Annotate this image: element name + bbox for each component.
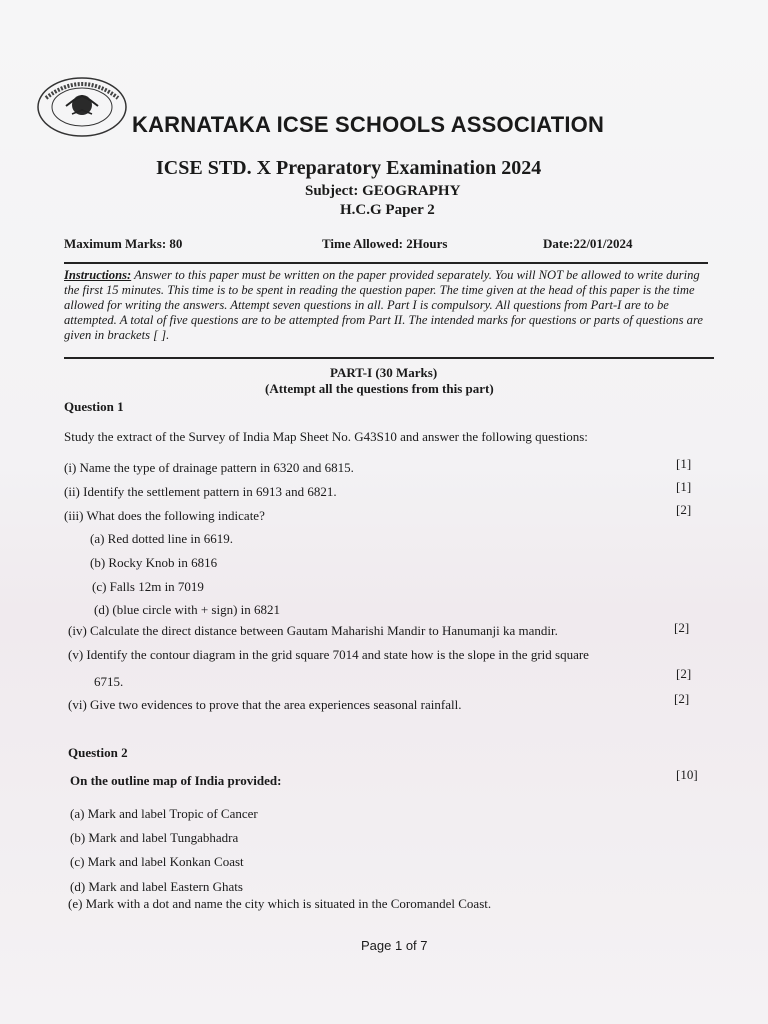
q2-part-d: (d) Mark and label Eastern Ghats [70, 879, 243, 894]
instructions-text: Answer to this paper must be written on the paper provided separately. You will NOT be allowed to write during the first 15 minutes. This time is to be spent in reading the question paper. The time given at the head of this paper is the time allowed for writing the answers. Attempt seven questions in all. Part I is compulsory. All questions from Part-I are to be attempted. A total of five questions are to be attempted from Part II. The intended marks for questions or parts of questions are given in brackets [ ]. [64, 268, 703, 342]
q1-part-ii: (ii) Identify the settlement pattern in 6913 and 6821. [64, 484, 337, 499]
q1-part-iv-marks: [2] [674, 620, 690, 635]
question-1-heading: Question 1 [64, 399, 124, 414]
q1-part-iii-c: (c) Falls 12m in 7019 [92, 579, 204, 594]
question-2-heading: Question 2 [68, 745, 128, 760]
time-allowed: Time Allowed: 2Hours [322, 236, 448, 251]
part-title: PART-I (30 Marks) [330, 365, 438, 380]
subject-line: Subject: GEOGRAPHY [305, 183, 461, 199]
page-number: Page 1 of 7 [361, 938, 428, 953]
q1-part-v-marks: [2] [676, 666, 692, 681]
q1-part-ii-marks: [1] [676, 479, 692, 494]
q1-part-iii-d: (d) (blue circle with + sign) in 6821 [94, 602, 281, 617]
q2-part-e: (e) Mark with a dot and name the city which is situated in the Coromandel Coast. [68, 896, 492, 911]
q1-part-iii: (iii) What does the following indicate? [64, 508, 265, 523]
q1-part-iv: (iv) Calculate the direct distance between Gautam Maharishi Mandir to Hanumanji ka mandir. [68, 623, 558, 638]
divider [64, 262, 708, 264]
q1-part-i: (i) Name the type of drainage pattern in 6320 and 6815. [64, 460, 354, 475]
question-1-intro: Study the extract of the Survey of India Map Sheet No. G43S10 and answer the following questions: [64, 429, 588, 444]
q1-part-iii-b: (b) Rocky Knob in 6816 [90, 555, 218, 570]
exam-title: ICSE STD. X Preparatory Examination 2024 [156, 157, 542, 179]
maximum-marks: Maximum Marks: 80 [64, 236, 183, 251]
exam-date: Date:22/01/2024 [543, 236, 633, 251]
association-logo-seal [36, 76, 128, 138]
q1-part-v-continued: 6715. [94, 674, 124, 689]
instructions-paragraph [64, 268, 714, 343]
q1-part-i-marks: [1] [676, 456, 692, 471]
part-subtitle: (Attempt all the questions from this part) [265, 381, 494, 396]
q2-part-c: (c) Mark and label Konkan Coast [70, 854, 244, 869]
association-name: KARNATAKA ICSE SCHOOLS ASSOCIATION [132, 112, 605, 137]
question-2-intro: On the outline map of India provided: [70, 773, 282, 788]
q1-part-v: (v) Identify the contour diagram in the grid square 7014 and state how is the slope in the grid square [68, 647, 589, 662]
divider [64, 357, 714, 359]
q2-part-b: (b) Mark and label Tungabhadra [70, 830, 239, 845]
q2-part-a: (a) Mark and label Tropic of Cancer [70, 806, 258, 821]
paper-name: H.C.G Paper 2 [340, 202, 435, 218]
question-2-marks: [10] [676, 767, 698, 782]
q1-part-vi-marks: [2] [674, 691, 690, 706]
q1-part-iii-a: (a) Red dotted line in 6619. [90, 531, 233, 546]
instructions-label: Instructions: [64, 268, 132, 282]
q1-part-iii-marks: [2] [676, 502, 692, 517]
q1-part-vi: (vi) Give two evidences to prove that the area experiences seasonal rainfall. [68, 697, 462, 712]
